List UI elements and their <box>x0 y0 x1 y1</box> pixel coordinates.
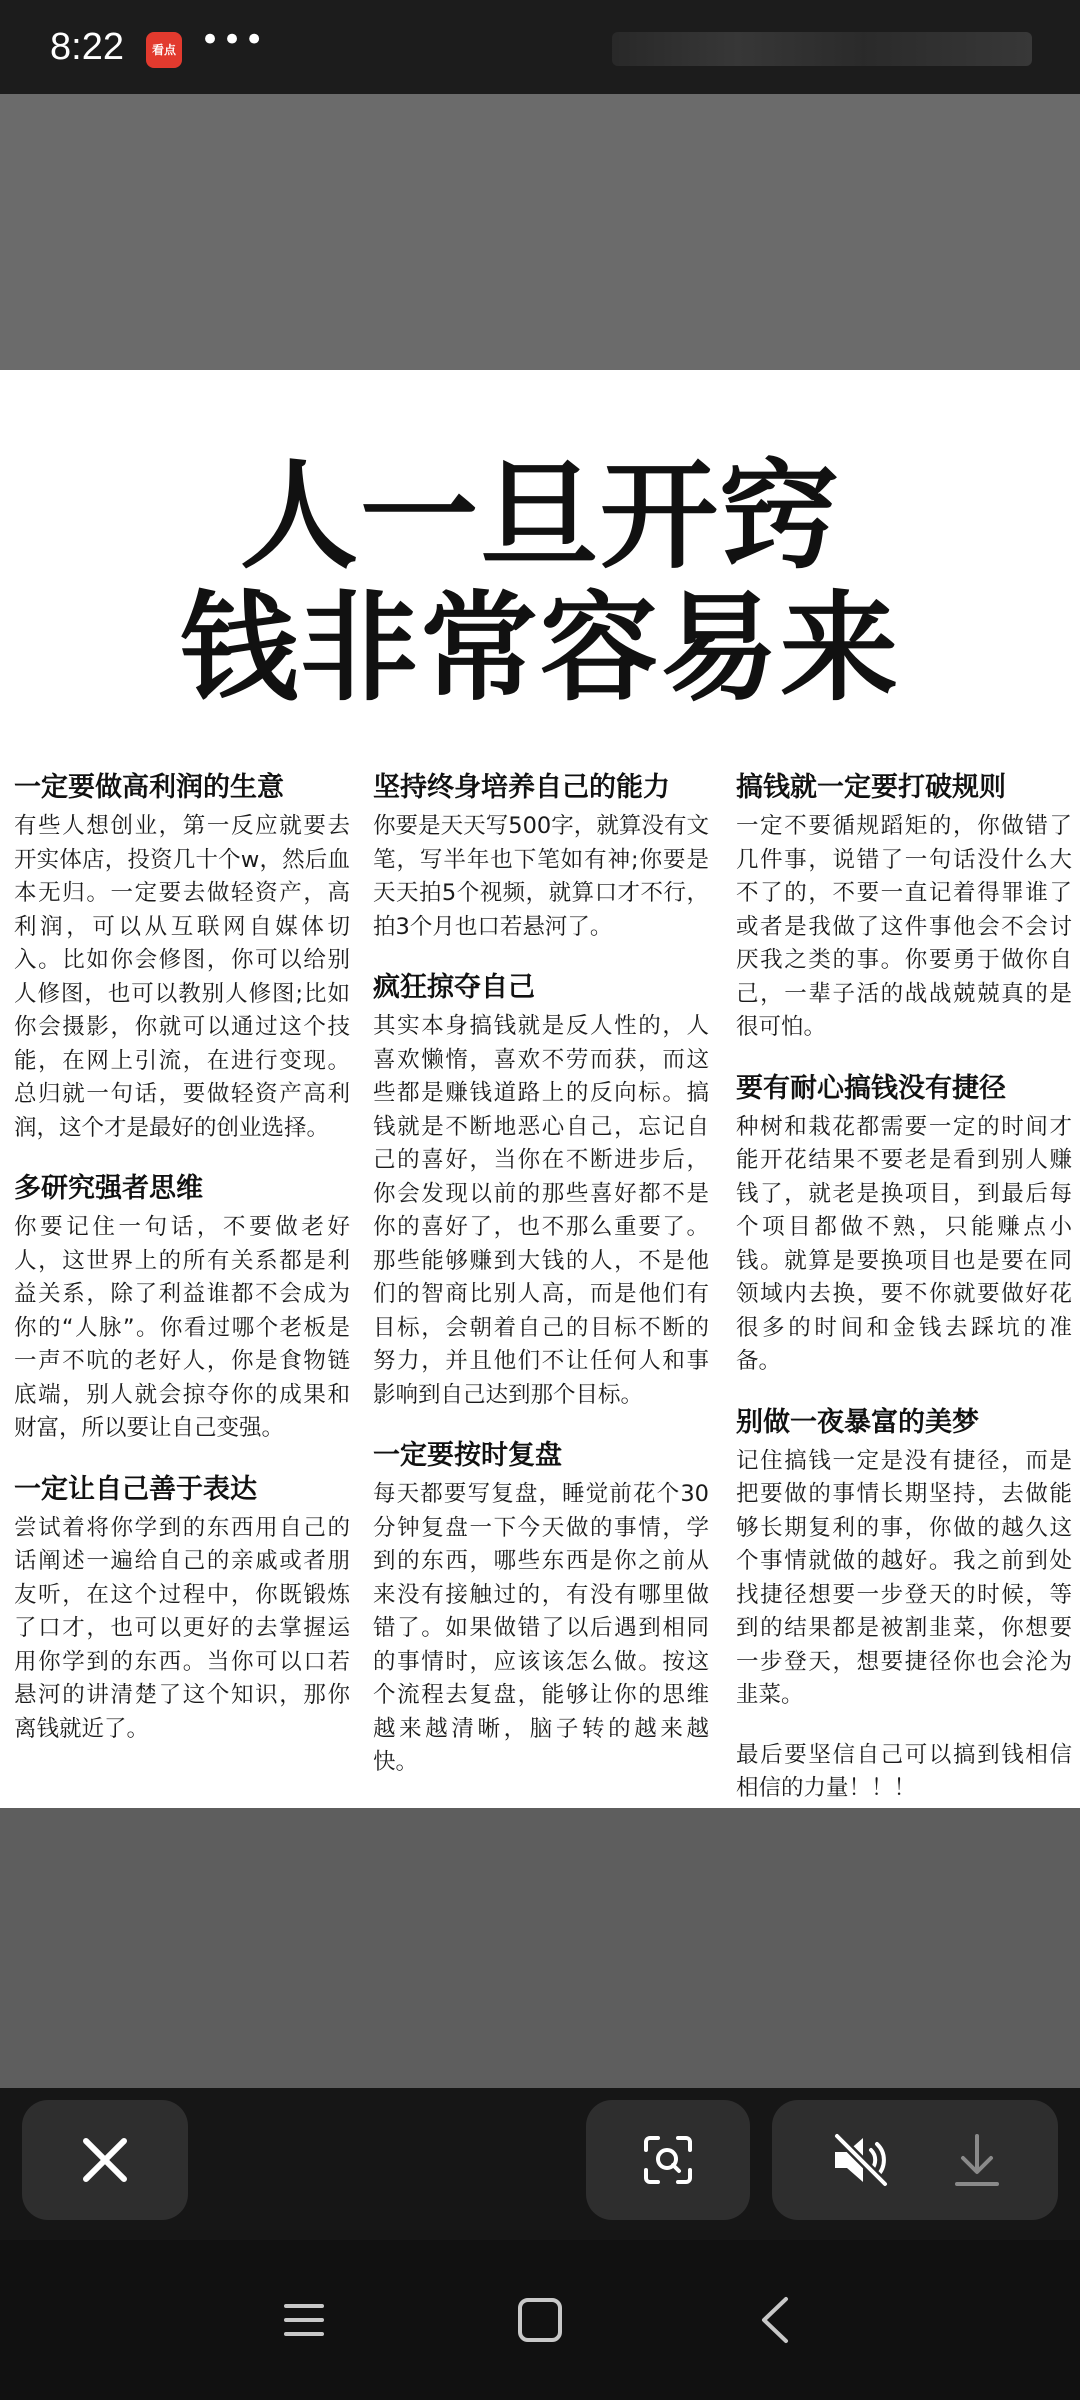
volume-mute-icon <box>829 2132 893 2188</box>
section-body: 每天都要写复盘，睡觉前花个30分钟复盘一下今天做的事情，学到的东西，哪些东西是你之前从来没有接触过的，有没有哪里做错了。如果做错了以后遇到相同的事情时，应该该怎么做。按这个流程去复盘，能够让你的思维越来越清晰，脑子转的越来越快。 <box>373 1481 709 1775</box>
section-title: 要有耐心搞钱没有捷径 <box>736 1072 1006 1104</box>
section-title: 多研究强者思维 <box>14 1173 203 1204</box>
status-icons <box>612 32 1032 66</box>
section-body: 有些人想创业，第一反应就要去开实体店，投资几十个w，然后血本无归。一定要去做轻资产，高利润，可以从互联网自媒体切入。比如你会修图，你可以给别人修图，也可以教别人修图;比如你会摄影，你就可以通过这个技能，在网上引流，在进行变现。总归就一句话，要做轻资产高利润，这个才是最好的创业选择。 <box>14 813 350 1141</box>
section-body: 一定不要循规蹈矩的，你做错了几件事，说错了一句话没什么大不了的，不要一直记着得罪谁了或者是我做了这件事他会不会讨厌我之类的事。你要勇于做你自己，一辈子活的战战兢兢真的是很可怕。 <box>736 813 1072 1040</box>
close-icon <box>80 2135 130 2185</box>
back-button[interactable] <box>736 2290 816 2350</box>
section-body: 你要记住一句话，不要做老好人，这世界上的所有关系都是利益关系，除了利益谁都不会成为你的“人脉”。你看过哪个老板是一声不吭的老好人，你是食物链底端，别人就会掠夺你的成果和财富，所以要让自己变强。 <box>14 1214 350 1441</box>
home-button[interactable] <box>500 2290 580 2350</box>
back-icon <box>756 2295 796 2345</box>
section-title: 一定要按时复盘 <box>373 1440 562 1471</box>
section-body: 其实本身搞钱就是反人性的，人喜欢懒惰，喜欢不劳而获，而这些都是赚钱道路上的反向标。搞钱就是不断地恶心自己，忘记自己的喜好，当你在不断进步后，你会发现以前的那些喜好都不是你的喜好了，也不那么重要了。那些能够赚到大钱的人，不是他们的智商比别人高，而是他们有目标，会朝着自己的目标不断的努力，并且他们不让任何人和事影响到自己达到那个目标。 <box>373 1013 709 1408</box>
section-title: 别做一夜暴富的美梦 <box>736 1406 979 1438</box>
section-body: 你要是天天写500字，就算没有文笔，写半年也下笔如有神;你要是天天拍5个视频，就算口才不行，拍3个月也口若悬河了。 <box>373 813 709 940</box>
viewer-toolbar <box>0 2088 1080 2240</box>
media-controls <box>772 2100 1058 2220</box>
section-title: 搞钱就一定要打破规则 <box>736 772 1006 803</box>
image-viewer-backdrop-top <box>0 94 1080 370</box>
download-icon <box>953 2132 1001 2188</box>
section-body: 种树和栽花都需要一定的时间才能开花结果不要老是看到别人赚钱了，就老是换项目，到最后每个项目都做不熟，只能赚点小钱。就算是要换项目也是要在同领域内去换，要不你就要做好花很多的时间和金钱去踩坑的准备。 <box>736 1113 1072 1374</box>
close-button[interactable] <box>22 2100 188 2220</box>
headline-line-2: 钱非常容易来 <box>179 579 900 717</box>
recents-icon <box>282 2298 326 2342</box>
article-column-1 <box>14 770 350 1772</box>
headline-line-1: 人一旦开窍 <box>239 447 840 585</box>
section-title: 一定要做高利润的生意 <box>14 772 284 803</box>
mute-button[interactable] <box>829 2132 893 2188</box>
status-time: 8:22 <box>50 26 124 68</box>
article-headline <box>0 447 1080 717</box>
download-button[interactable] <box>953 2132 1001 2188</box>
article-image[interactable] <box>0 370 1080 1808</box>
more-notifications-icon: ••• <box>200 20 267 60</box>
section-title: 一定让自己善于表达 <box>14 1473 257 1505</box>
section-body: 记住搞钱一定是没有捷径，而是把要做的事情长期坚持，去做能够长期复利的事，你做的越久这个事情就做的越好。我之前到处找捷径想要一步登天的时候，等到的结果都是被割韭菜，你想要一步登天，想要捷径你也会沦为韭菜。 <box>736 1447 1072 1708</box>
article-column-3 <box>736 770 1072 1844</box>
system-navigation-bar <box>0 2240 1080 2400</box>
recents-button[interactable] <box>264 2290 344 2350</box>
section-body: 尝试着将你学到的东西用自己的话阐述一遍给自己的亲戚或者朋友听，在这个过程中，你既锻炼了口才，也可以更好的去掌握运用你学到的东西。当你可以口若悬河的讲清楚了这个知识，那你离钱就近了。 <box>14 1514 350 1742</box>
home-icon <box>516 2296 564 2344</box>
image-viewer-backdrop-bottom <box>0 1808 1080 2088</box>
visual-search-button[interactable] <box>586 2100 750 2220</box>
closing-text: 最后要坚信自己可以搞到钱相信相信的力量！！！ <box>736 1741 1072 1801</box>
section-title: 坚持终身培养自己的能力 <box>373 772 670 803</box>
article-column-2 <box>373 770 709 1806</box>
visual-search-icon <box>642 2134 694 2186</box>
section-title: 疯狂掠夺自己 <box>373 972 535 1003</box>
app-notification-icon: 看点 <box>146 32 182 68</box>
status-bar <box>0 0 1080 94</box>
